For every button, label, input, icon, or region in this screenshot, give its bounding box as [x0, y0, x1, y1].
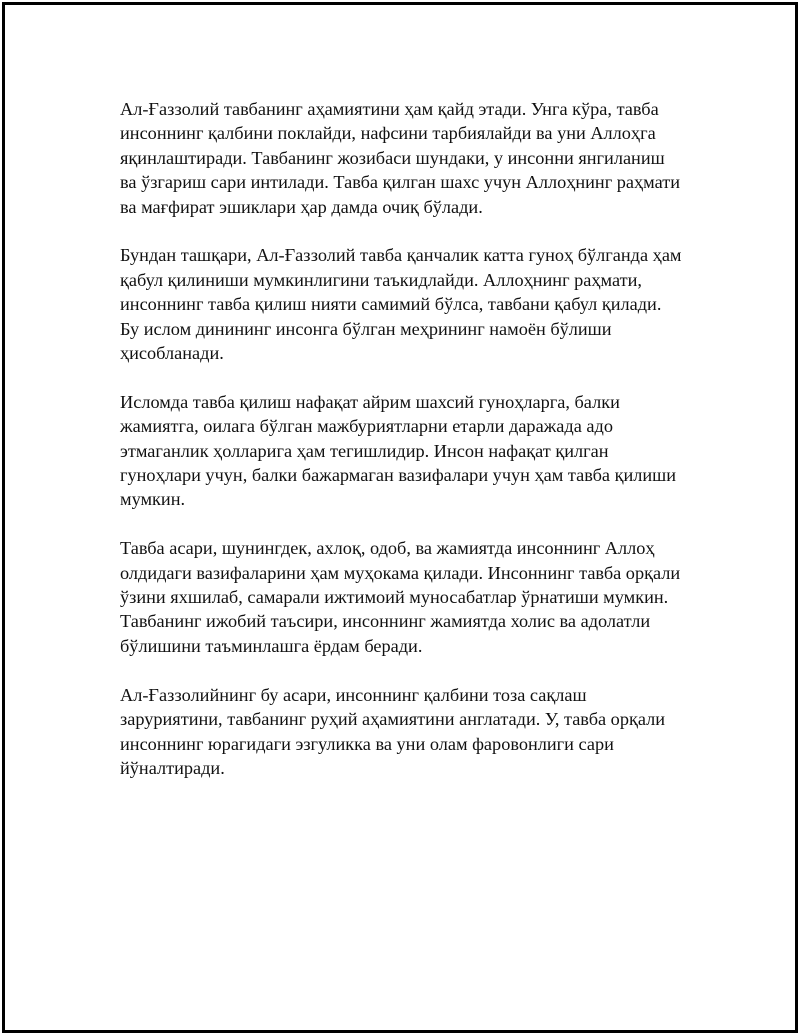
document-body: [120, 97, 710, 805]
paragraph-2: Бундан ташқари, Ал-Ғаззолий тавба қанчалик катта гуноҳ бўлганда ҳам қабул қилиниши мумкинлигини таъкидлайди. Аллоҳнинг раҳмати, инсоннинг тавба қилиш нияти самимий бўлса, тавбани қабул қилади. Бу ислом динининг инсонга бўлган меҳрининг намоён бўлиши ҳисобланади.: [120, 245, 682, 364]
paragraph-3: Исломда тавба қилиш нафақат айрим шахсий гуноҳларга, балки жамиятга, оилага бўлган мажбуриятларни етарли даражада адо этмаганлик ҳолларига ҳам тегишлидир. Инсон нафақат қилган гуноҳлари учун, балки бажармаган вазифалари учун ҳам тавба қилиши мумкин.: [120, 391, 677, 510]
paragraph-1: Ал-Ғаззолий тавбанинг аҳамиятини ҳам қайд этади. Унга кўра, тавба инсоннинг қалбини поклайди, нафсини тарбиялайди ва уни Аллоҳга яқинлаштиради. Тавбанинг жозибаси шундаки, у инсонни янгиланиш ва ўзгариш сари интилади. Тавба қилган шахс учун Аллоҳнинг раҳмати ва мағфират эшиклари ҳар дамда очиқ бўлади.: [120, 99, 681, 217]
paragraph-5: Ал-Ғаззолийнинг бу асари, инсоннинг қалбини тоза сақлаш заруриятини, тавбанинг руҳий аҳамиятини англатади. У, тавба орқали инсоннинг юрагидаги эзгуликка ва уни олам фаровонлиги сари йўналтиради.: [120, 684, 666, 778]
document-page: [2, 2, 798, 1033]
paragraph-4: Тавба асари, шунингдек, ахлоқ, одоб, ва жамиятда инсоннинг Аллоҳ олдидаги вазифаларини ҳам муҳокама қилади. Инсоннинг тавба орқали ўзини яхшилаб, самарали ижтимоий муносабатлар ўрнатиши мумкин. Тавбанинг ижобий таъсири, инсоннинг жамиятда холис ва адолатли бўлишини таъминлашга ёрдам беради.: [120, 538, 681, 656]
